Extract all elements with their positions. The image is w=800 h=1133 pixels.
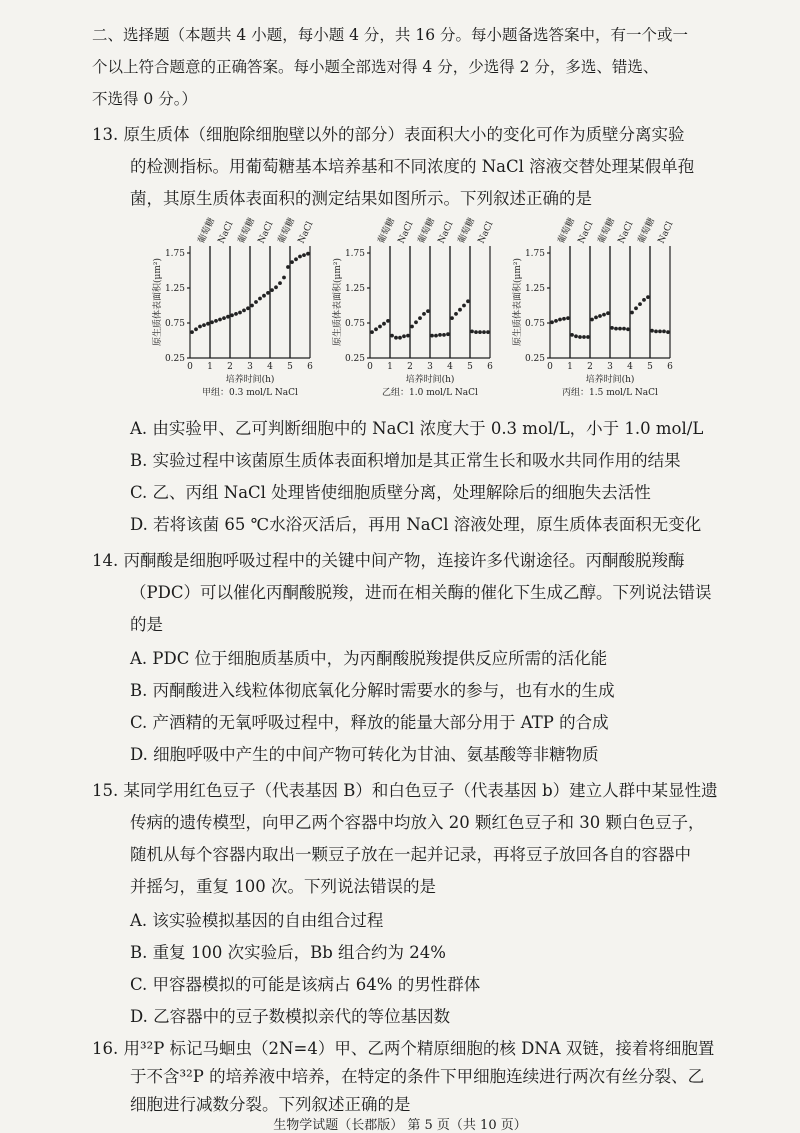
data-point — [410, 325, 414, 329]
option-c: C. 甲容器模拟的可能是该病占 64% 的男性群体 — [130, 975, 481, 994]
data-point — [222, 316, 226, 320]
data-point — [478, 330, 482, 334]
data-point — [386, 319, 390, 323]
data-point — [466, 299, 470, 303]
data-point — [474, 330, 478, 334]
data-point — [426, 309, 430, 313]
chart-group-jia — [140, 210, 320, 400]
y-tick-label: 0.25 — [524, 354, 545, 364]
page-footer: 生物学试题（长郡版） 第 5 页（共 10 页） — [273, 1118, 527, 1133]
data-point — [562, 317, 566, 321]
data-point — [282, 276, 286, 280]
data-point — [586, 335, 590, 339]
y-tick-label: 1.75 — [164, 249, 185, 259]
data-point — [574, 334, 578, 338]
data-point — [462, 304, 466, 308]
y-axis-label: 原生质体表面积(μm²) — [153, 257, 163, 347]
data-point — [258, 297, 262, 301]
data-point — [306, 252, 310, 256]
data-point — [398, 336, 402, 340]
data-point — [666, 330, 670, 334]
x-tick-label: 1 — [567, 362, 573, 372]
data-point — [646, 295, 650, 299]
data-point — [578, 335, 582, 339]
band-label: 葡萄糖 — [456, 216, 478, 246]
x-tick-label: 0 — [547, 362, 553, 372]
x-tick-label: 4 — [267, 362, 273, 372]
x-tick-label: 3 — [247, 362, 253, 372]
option-a: A. PDC 位于细胞质基质中，为丙酮酸脱羧提供反应所需的活化能 — [130, 649, 608, 668]
x-tick-label: 6 — [307, 362, 313, 372]
question-14-stem: （PDC）可以催化丙酮酸脱羧，进而在相关酶的催化下生成乙醇。下列说法错误 — [130, 583, 712, 602]
section-heading-line: 二、选择题（本题共 4 小题，每小题 4 分，共 16 分。每小题备选答案中，有一个或一 — [92, 26, 689, 44]
data-point — [482, 330, 486, 334]
data-point — [286, 265, 290, 269]
data-point — [374, 327, 378, 331]
data-point — [418, 316, 422, 320]
data-point — [634, 306, 638, 310]
data-point — [190, 330, 194, 334]
data-point — [450, 316, 454, 320]
data-point — [278, 281, 282, 285]
y-tick-label: 0.25 — [344, 354, 365, 364]
data-point — [618, 327, 622, 331]
x-tick-label: 5 — [647, 362, 653, 372]
data-point — [598, 314, 602, 318]
x-tick-label: 1 — [387, 362, 393, 372]
data-point — [378, 325, 382, 329]
band-label: 葡萄糖 — [276, 216, 298, 246]
data-point — [434, 334, 438, 338]
y-tick-label: 0.75 — [164, 319, 185, 329]
question-15-stem: 15. 某同学用红色豆子（代表基因 B）和白色豆子（代表基因 b）建立人群中某显性遗 — [92, 781, 718, 800]
data-point — [614, 327, 618, 331]
data-point — [290, 260, 294, 264]
question-16-stem: 16. 用³²P 标记马蛔虫（2N=4）甲、乙两个精原细胞的核 DNA 双链，接着将细胞置 — [92, 1039, 715, 1058]
data-point — [438, 333, 442, 337]
data-point — [594, 316, 598, 320]
data-point — [446, 332, 450, 336]
question-16-stem: 细胞进行减数分裂。下列叙述正确的是 — [130, 1095, 411, 1114]
x-tick-label: 2 — [407, 362, 413, 372]
x-axis-label: 培养时间(h) — [585, 375, 635, 385]
data-point — [626, 327, 630, 331]
y-tick-label: 1.75 — [524, 249, 545, 259]
data-point — [298, 255, 302, 259]
band-label: NaCl — [576, 220, 596, 246]
x-tick-label: 2 — [587, 362, 593, 372]
data-point — [430, 334, 434, 338]
question-13-figure — [140, 210, 680, 400]
option-b: B. 实验过程中该菌原生质体表面积增加是其正常生长和吸水共同作用的结果 — [130, 451, 681, 470]
x-tick-label: 5 — [287, 362, 293, 372]
y-tick-label: 1.25 — [344, 284, 365, 294]
question-15-stem: 随机从每个容器内取出一颗豆子放在一起并记录，再将豆子放回各自的容器中 — [130, 845, 691, 864]
band-label: NaCl — [296, 220, 316, 246]
band-label: 葡萄糖 — [376, 216, 398, 246]
data-point — [590, 318, 594, 322]
band-label: 葡萄糖 — [596, 216, 618, 246]
x-tick-label: 5 — [467, 362, 473, 372]
band-label: 葡萄糖 — [636, 216, 658, 246]
x-tick-label: 4 — [627, 362, 633, 372]
data-point — [642, 298, 646, 302]
x-axis-label: 培养时间(h) — [225, 375, 275, 385]
y-tick-label: 0.75 — [524, 319, 545, 329]
question-16-stem: 于不含³²P 的培养液中培养，在特定的条件下甲细胞连续进行两次有丝分裂、乙 — [130, 1067, 705, 1086]
data-point — [654, 330, 658, 334]
x-tick-label: 6 — [487, 362, 493, 372]
option-d: D. 若将该菌 65 ℃水浴灭活后，再用 NaCl 溶液处理，原生质体表面积无变化 — [130, 515, 702, 534]
y-axis-label: 原生质体表面积(μm²) — [333, 257, 343, 347]
data-point — [254, 300, 258, 304]
data-point — [650, 329, 654, 333]
y-tick-label: 0.75 — [344, 319, 365, 329]
data-point — [242, 309, 246, 313]
band-label: NaCl — [396, 220, 416, 246]
question-13-stem: 的检测指标。用葡萄糖基本培养基和不同浓度的 NaCl 溶液交替处理某假单孢 — [130, 157, 695, 176]
data-point — [566, 316, 570, 320]
y-tick-label: 0.25 — [164, 354, 185, 364]
data-point — [658, 330, 662, 334]
data-point — [630, 311, 634, 315]
chart-caption: 甲组：0.3 mol/L NaCl — [202, 388, 298, 398]
data-point — [390, 334, 394, 338]
x-tick-label: 4 — [447, 362, 453, 372]
band-label: NaCl — [656, 220, 676, 246]
x-tick-label: 3 — [427, 362, 433, 372]
data-point — [218, 318, 222, 322]
question-15-stem: 并摇匀，重复 100 次。下列说法错误的是 — [130, 877, 436, 896]
data-point — [582, 335, 586, 339]
data-point — [238, 311, 242, 315]
chart-group-yi — [320, 210, 500, 400]
data-point — [274, 285, 278, 289]
data-point — [606, 311, 610, 315]
data-point — [206, 322, 210, 326]
x-tick-label: 3 — [607, 362, 613, 372]
option-d: D. 乙容器中的豆子数模拟亲代的等位基因数 — [130, 1007, 451, 1026]
band-label: NaCl — [436, 220, 456, 246]
data-point — [394, 336, 398, 340]
data-point — [370, 330, 374, 334]
question-14-stem: 14. 丙酮酸是细胞呼吸过程中的关键中间产物，连接许多代谢途径。丙酮酸脱羧酶 — [92, 551, 685, 570]
band-label: 葡萄糖 — [196, 216, 218, 246]
chart-caption: 丙组：1.5 mol/L NaCl — [562, 388, 658, 398]
band-label: NaCl — [616, 220, 636, 246]
data-point — [294, 257, 298, 261]
option-c: C. 产酒精的无氧呼吸过程中，释放的能量大部分用于 ATP 的合成 — [130, 713, 609, 732]
data-point — [422, 312, 426, 316]
data-point — [230, 313, 234, 317]
data-point — [402, 334, 406, 338]
data-point — [210, 320, 214, 324]
x-tick-label: 2 — [227, 362, 233, 372]
y-tick-label: 1.25 — [164, 284, 185, 294]
y-tick-label: 1.25 — [524, 284, 545, 294]
chart-caption: 乙组：1.0 mol/L NaCl — [382, 388, 478, 398]
data-point — [382, 322, 386, 326]
band-label: NaCl — [256, 220, 276, 246]
option-b: B. 丙酮酸进入线粒体彻底氧化分解时需要水的参与，也有水的生成 — [130, 681, 615, 700]
data-point — [214, 319, 218, 323]
section-heading-line: 个以上符合题意的正确答案。每小题全部选对得 4 分，少选得 2 分，多选、错选、 — [92, 58, 659, 76]
data-point — [638, 302, 642, 306]
data-point — [610, 326, 614, 330]
data-point — [558, 318, 562, 322]
data-point — [550, 320, 554, 324]
x-tick-label: 0 — [187, 362, 193, 372]
data-point — [486, 330, 490, 334]
data-point — [602, 313, 606, 317]
chart-group-bing — [500, 210, 680, 400]
data-point — [622, 327, 626, 331]
data-point — [458, 308, 462, 312]
data-point — [198, 325, 202, 329]
y-tick-label: 1.75 — [344, 249, 365, 259]
option-a: A. 该实验模拟基因的自由组合过程 — [130, 911, 384, 930]
y-axis-label: 原生质体表面积(μm²) — [513, 257, 523, 347]
data-point — [202, 323, 206, 327]
option-d: D. 细胞呼吸中产生的中间产物可转化为甘油、氨基酸等非糖物质 — [130, 745, 599, 764]
chart-svg — [140, 210, 320, 400]
data-point — [454, 312, 458, 316]
data-point — [442, 333, 446, 337]
data-point — [262, 294, 266, 298]
section-heading-line: 不选得 0 分。） — [92, 90, 197, 108]
x-tick-label: 0 — [367, 362, 373, 372]
data-point — [406, 334, 410, 338]
data-point — [570, 333, 574, 337]
question-13-stem: 菌，其原生质体表面积的测定结果如图所示。下列叙述正确的是 — [130, 189, 592, 208]
x-axis-label: 培养时间(h) — [405, 375, 455, 385]
data-point — [554, 319, 558, 323]
x-tick-label: 6 — [667, 362, 673, 372]
data-point — [414, 320, 418, 324]
data-point — [302, 253, 306, 257]
band-label: NaCl — [476, 220, 496, 246]
question-15-stem: 传病的遗传模型，向甲乙两个容器中均放入 20 颗红色豆子和 30 颗白色豆子， — [130, 813, 705, 832]
data-point — [270, 288, 274, 292]
data-point — [194, 327, 198, 331]
band-label: 葡萄糖 — [416, 216, 438, 246]
option-c: C. 乙、丙组 NaCl 处理皆使细胞质壁分离，处理解除后的细胞失去活性 — [130, 483, 651, 502]
question-13-stem: 13. 原生质体（细胞除细胞壁以外的部分）表面积大小的变化可作为质壁分离实验 — [92, 125, 685, 144]
data-point — [662, 330, 666, 334]
chart-svg — [320, 210, 500, 400]
data-point — [250, 304, 254, 308]
band-label: NaCl — [216, 220, 236, 246]
data-point — [234, 312, 238, 316]
chart-svg — [500, 210, 680, 400]
option-b: B. 重复 100 次实验后，Bb 组合约为 24% — [130, 943, 446, 962]
question-14-stem: 的是 — [130, 615, 163, 634]
data-point — [246, 306, 250, 310]
band-label: 葡萄糖 — [236, 216, 258, 246]
data-point — [470, 330, 474, 334]
option-a: A. 由实验甲、乙可判断细胞中的 NaCl 浓度大于 0.3 mol/L，小于 1.0 mol/L — [130, 419, 704, 438]
data-point — [266, 291, 270, 295]
band-label: 葡萄糖 — [556, 216, 578, 246]
data-point — [226, 315, 230, 319]
x-tick-label: 1 — [207, 362, 213, 372]
